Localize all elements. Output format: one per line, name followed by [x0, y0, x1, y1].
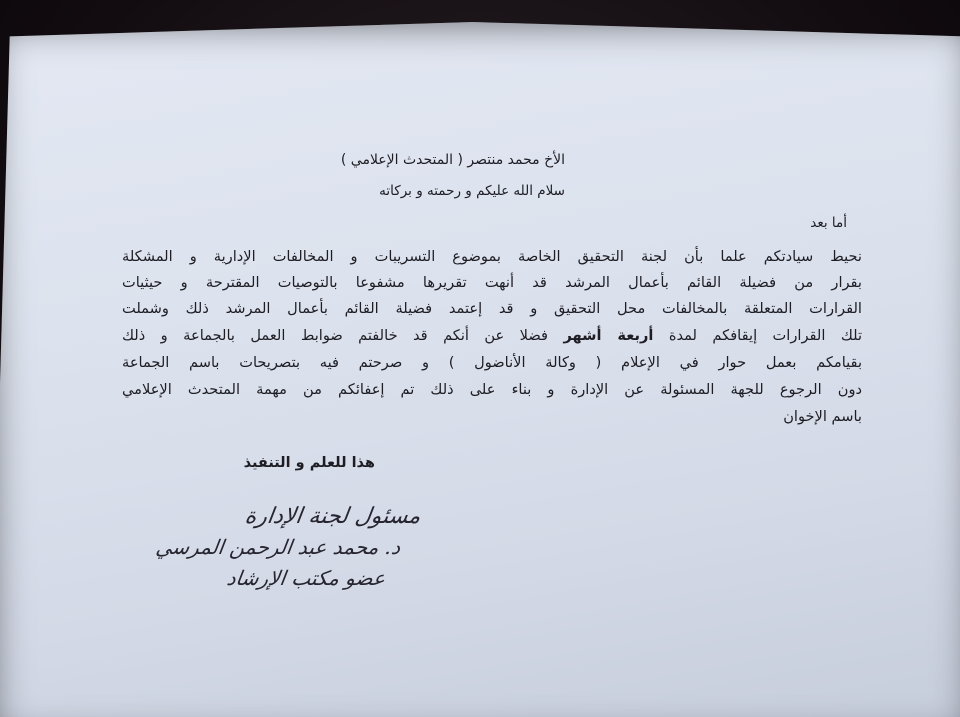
- addressee-line: الأخ محمد منتصر ( المتحدث الإعلامي ): [340, 152, 565, 168]
- opening-line: أما بعد: [810, 215, 847, 231]
- signature-title: مسئول لجنة الإدارة: [242, 504, 422, 529]
- body-line-1: نحيط سيادتكم علما بأن لجنة التحقيق الخاصة بموضوع التسريبات و المخالفات الإدارية و المشكلة: [122, 248, 862, 265]
- greeting-line: سلام الله عليكم و رحمته و بركاته: [379, 183, 565, 199]
- body-line-3: القرارات المتعلقة بالمخالفات محل التحقيق و قد إعتمد فضيلة القائم بأعمال المرشد ذلك وشملت: [122, 300, 862, 317]
- body-line-4: [122, 329, 862, 344]
- signature-position: عضو مكتب الإرشاد: [225, 566, 387, 590]
- body-line-5: بقيامكم بعمل حوار في الإعلام ( وكالة الأناضول ) و صرحتم فيه بتصريحات باسم الجماعة: [122, 354, 862, 371]
- body-line-6: دون الرجوع للجهة المسئولة عن الإدارة و بناء على ذلك تم إعفائكم من مهمة المتحدث الإعلامي: [122, 381, 862, 398]
- body-line-7: باسم الإخوان: [783, 408, 862, 425]
- closing-line: هذا للعلم و التنفيذ: [243, 455, 375, 471]
- body-line-4-start: تلك القرارات إيقافكم لمدة: [668, 327, 863, 344]
- signature-name: د. محمد عبد الرحمن المرسي: [153, 535, 402, 559]
- body-line-2: بقرار من فضيلة القائم بأعمال المرشد قد أنهت تقريرها مشفوعا بالتوصيات المقترحة و حيثيات: [122, 274, 862, 291]
- body-line-4-end: فضلا عن أنكم قد خالفتم ضوابط العمل بالجماعة و ذلك: [122, 327, 549, 344]
- suspension-duration: أربعة أشهر: [563, 327, 654, 344]
